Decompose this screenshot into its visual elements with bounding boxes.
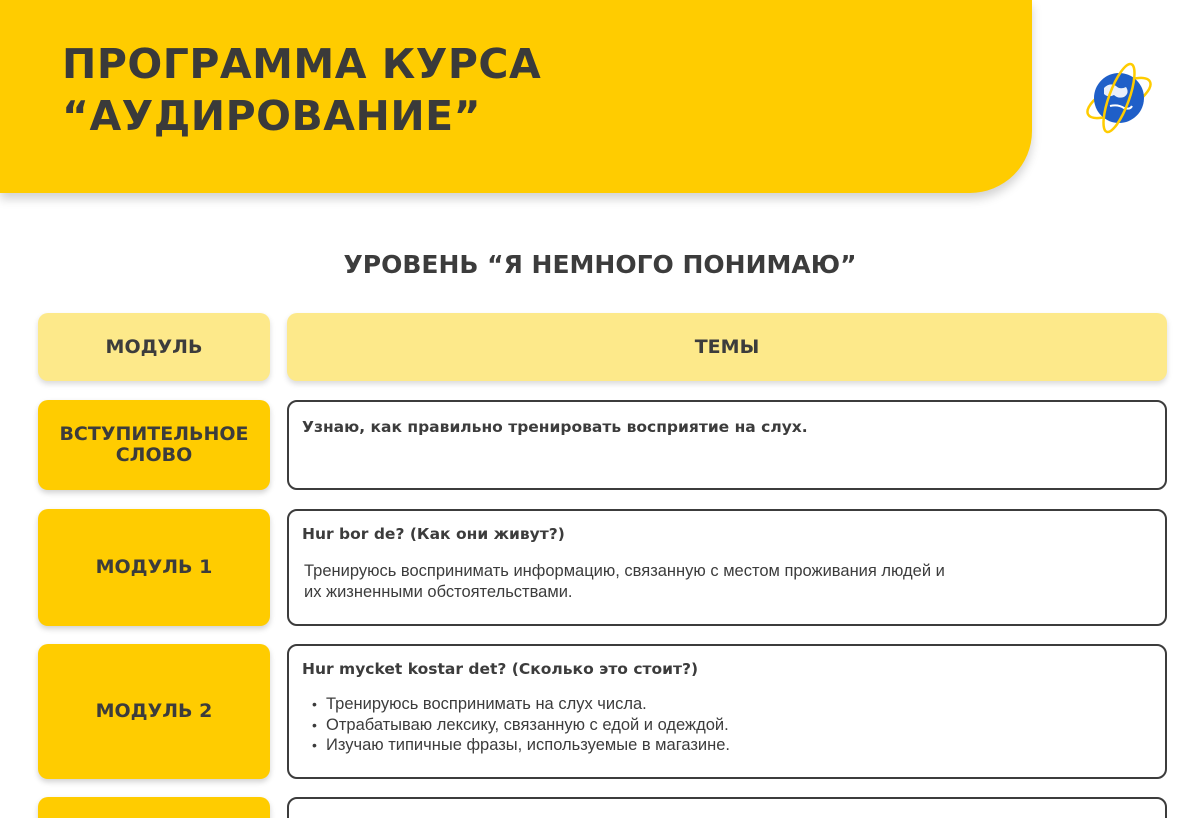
topic-description xyxy=(302,561,1152,603)
page-title xyxy=(62,38,541,142)
topic-bullet-item: • Изучаю типичные фразы, используемые в магазине. xyxy=(302,735,1152,756)
globe-logo-icon xyxy=(1080,58,1158,136)
topic-bullet-item: • Тренируюсь воспринимать на слух числа. xyxy=(302,694,1152,715)
topic-title: Hur bor de? (Как они живут?) xyxy=(302,525,565,543)
module-cell-3-partial xyxy=(38,797,270,818)
topic-cell-3-partial xyxy=(287,797,1167,818)
module-cell-2 xyxy=(38,644,270,779)
module-label: МОДУЛЬ 1 xyxy=(95,556,213,578)
topic-bullet-item: • Отрабатываю лексику, связанную с едой и одеждой. xyxy=(302,715,1152,736)
module-cell-intro xyxy=(38,400,270,490)
topic-description-line: Тренируюсь воспринимать информацию, связанную с местом проживания людей и xyxy=(304,562,945,580)
topic-bullet-list xyxy=(302,694,1152,756)
level-title: УРОВЕНЬ “Я НЕМНОГО ПОНИМАЮ” xyxy=(343,250,857,279)
column-header-module: МОДУЛЬ xyxy=(38,313,270,381)
topic-cell-intro xyxy=(287,400,1167,490)
topic-cell-1 xyxy=(287,509,1167,626)
topic-cell-2 xyxy=(287,644,1167,779)
topic-description-line: их жизненными обстоятельствами. xyxy=(304,583,573,601)
page-title-line-2: “АУДИРОВАНИЕ” xyxy=(62,92,482,140)
module-cell-1 xyxy=(38,509,270,626)
topic-title: Узнаю, как правильно тренировать восприятие на слух. xyxy=(302,418,808,436)
module-label: МОДУЛЬ 2 xyxy=(95,700,213,722)
page-title-line-1: ПРОГРАММА КУРСА xyxy=(62,40,542,88)
topic-title: Hur mycket kostar det? (Сколько это стоит?) xyxy=(302,660,699,678)
module-label: ВСТУПИТЕЛЬНОЕ СЛОВО xyxy=(59,423,249,466)
column-header-topics: ТЕМЫ xyxy=(287,313,1167,381)
